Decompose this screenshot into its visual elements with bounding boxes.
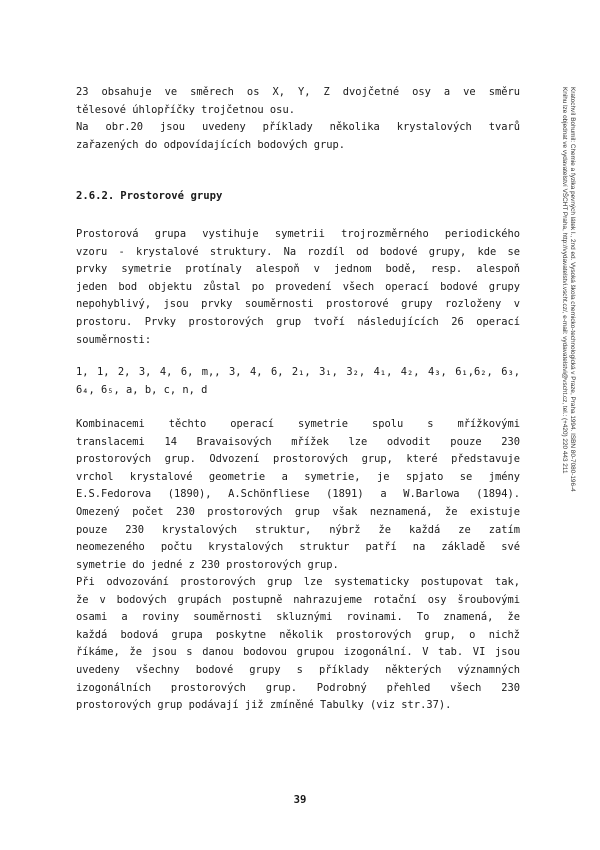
symmetry-operations xyxy=(76,364,520,399)
text-line: vrchol krystalové geometrie a symetrie, je spjato se jmény xyxy=(76,470,520,483)
text-line: prostorových grup. Odvození prostorových grup, které představuje xyxy=(76,453,520,466)
text-line: izogonálních prostorových grup. Podrobný přehled všech 230 xyxy=(76,681,520,694)
text-line: uvedeny všechny bodové grupy s příklady některých významných xyxy=(76,663,520,676)
text-line: říkáme, že jsou s danou bodovou grupou izogonální. V tab. VI jsou xyxy=(76,646,520,659)
text-line: translacemi 14 Bravaisových mřížek lze odvodit pouze 230 xyxy=(76,435,520,448)
text-line: Při odvozování prostorových grup lze systematicky postupovat tak, xyxy=(76,576,520,588)
text-line: E.S.Fedorova (1890), A.Schönfliese (1891) a W.Barlowa (1894). xyxy=(76,488,520,501)
text-line: symetrie do jedné z 230 prostorových grup. xyxy=(76,558,339,571)
text-line: souměrnosti: xyxy=(76,333,152,346)
text-line: tělesové úhlopříčky trojčetnou osu. xyxy=(76,103,295,116)
text-line: prvky symetrie protínaly alespoň v jednom bodě, resp. alespoň xyxy=(76,263,520,276)
text-line: Prostorová grupa vystihuje symetrii trojrozměrného periodického xyxy=(76,228,520,240)
intro-paragraph xyxy=(76,84,520,154)
text-line: osami a roviny souměrnosti skluznými rovinami. To znamená, že xyxy=(76,611,520,624)
text-line: že v bodových grupách postupně nahrazujeme rotační osy šroubovými xyxy=(76,593,520,606)
text-line: Na obr.20 jsou uvedeny příklady několika krystalových tvarů xyxy=(76,121,520,134)
text-line: neomezeného počtu krystalových struktur patří na základě své xyxy=(76,541,520,554)
copyright-sidebar xyxy=(556,87,576,647)
operations-line: 6₄, 6₅, a, b, c, n, d xyxy=(76,383,208,396)
text-line: pouze 230 krystalových struktur, nýbrž že každá ze zatím xyxy=(76,523,520,536)
text-line: prostorových grup podávají již zmíněné Tabulky (viz str.37). xyxy=(76,699,452,712)
text-line: 23 obsahuje ve směrech os X, Y, Z dvojčetné osy a ve směru xyxy=(76,86,520,98)
paragraph-derivation xyxy=(76,416,520,574)
paragraph-isogonal xyxy=(76,574,520,715)
text-line: jeden bod objektu zůstal po provedení všech operací bodové grupy xyxy=(76,280,520,293)
text-line: prostoru. Prvky prostorových grup tvoří následujících 26 operací xyxy=(76,315,520,328)
operations-line: 1, 1, 2, 3, 4, 6, m,, 3, 4, 6, 2₁, 3₁, 3₂, 4₁, 4₂, 4₃, 6₁,6₂, 6₃, xyxy=(76,366,520,378)
page-number: 39 xyxy=(293,794,307,806)
text-line: vzoru - krystalové struktury. Na rozdíl od bodové grupy, kde se xyxy=(76,245,520,258)
section-title: Prostorové grupy xyxy=(120,190,223,202)
section-number: 2.6.2. xyxy=(76,190,115,202)
section-heading xyxy=(76,190,228,202)
sidebar-citation-line: Kratochvíl Bohumil: Chemie a fyzika pevných látek I., 2nd ed. Vysoká škola chemicko-technologická v Praze, Praha 1994. ISBN 80-7080-196-4 xyxy=(569,87,576,492)
text-line: každá bodová grupa poskytne několik prostorových grup, o nichž xyxy=(76,628,520,641)
sidebar-order-line: Knihu lze objednat ve vydavatelství VŠCHT Praha, http://vydavatelstvi.vscht.cz/, e-mail: vydavatelstvi@vscht.cz, tel.: (+420) 220 443 211 xyxy=(561,87,568,474)
text-line: Kombinacemi těchto operací symetrie spolu s mřížkovými xyxy=(76,418,520,430)
text-line: zařazených do odpovídajících bodových grup. xyxy=(76,138,345,151)
text-line: nepohyblivý, jsou prvky souměrnosti prostorové grupy rozloženy v xyxy=(76,298,520,311)
text-line: Omezený počet 230 prostorových grup však neznamená, že existuje xyxy=(76,505,520,518)
paragraph-space-groups-intro xyxy=(76,226,520,349)
